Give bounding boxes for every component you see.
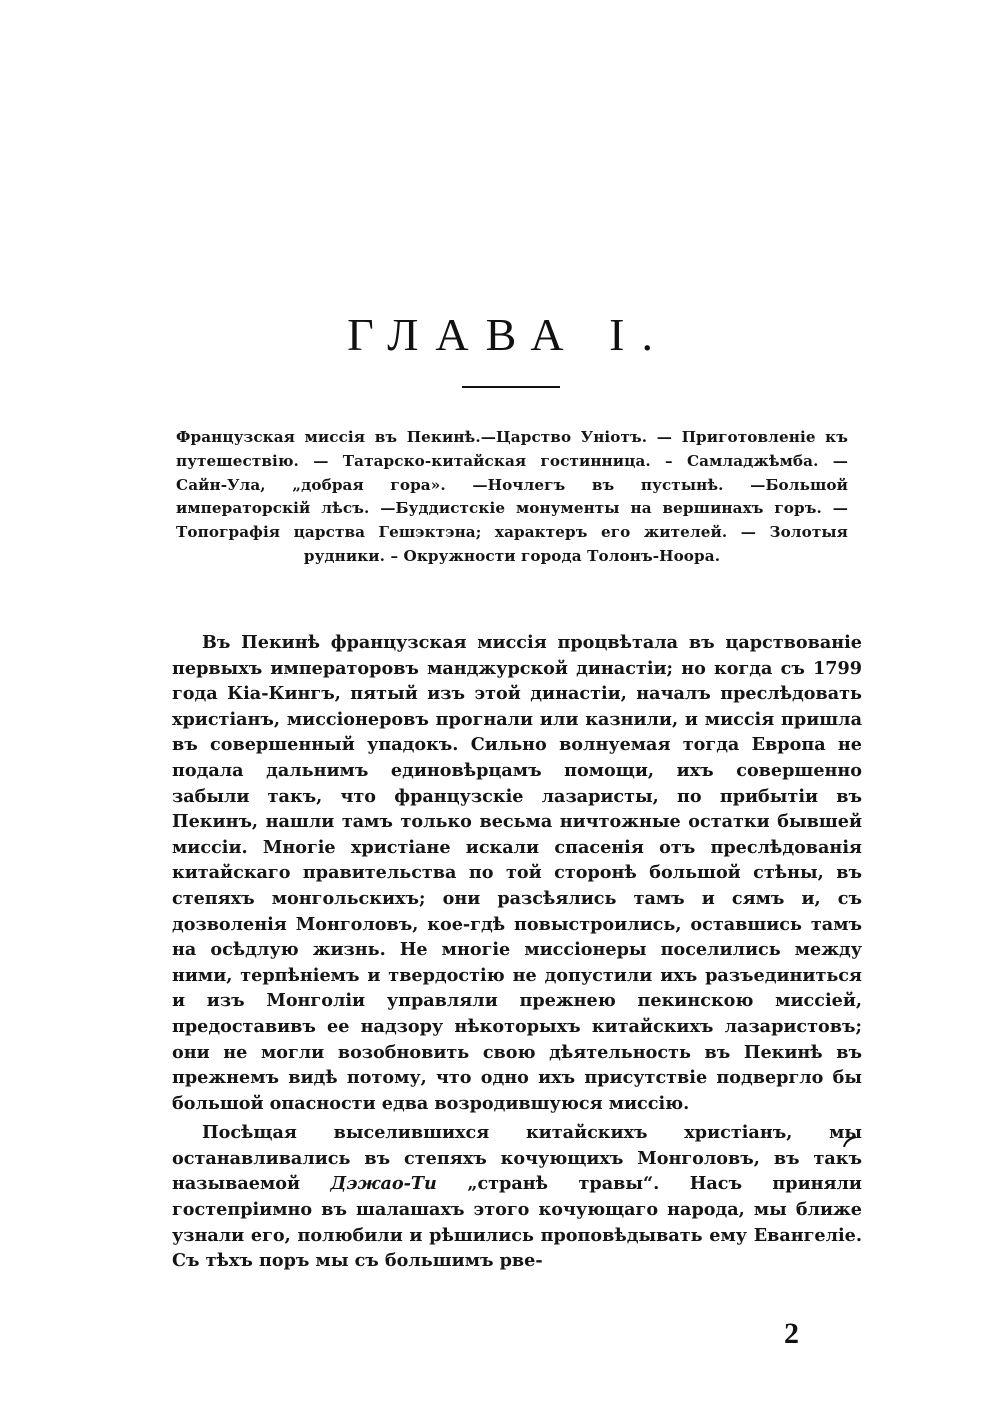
body-text <box>172 630 862 1278</box>
paragraph <box>172 1120 862 1274</box>
italic-term: Дэжао-Ти <box>330 1173 437 1195</box>
chapter-title: ГЛАВА I. <box>347 309 670 360</box>
handwritten-mark-icon <box>842 1136 858 1148</box>
title-rule <box>462 386 560 388</box>
chapter-summary: Французская миссія въ Пекинѣ.—Царство Уніотъ. — Приготовленіе къ путешествію. — Татарско-китайская гостинница. – Самладжѣмба. — Сайн-Ула, „добрая гора». —Ночлегъ въ пустынѣ. —Большой императорскій лѣсъ. —Буддистскіе монументы на вершинахъ горъ. — Топографія царства Гешэктэна; характеръ его жителей. — Золотыя рудники. – Окружности города Толонъ-Ноора. <box>176 428 848 565</box>
paragraph-text: Посѣщая выселившихся китайскихъ христіанъ, мы останавливались въ степяхъ кочующихъ Монголовъ, въ такъ называемой <box>172 1122 862 1195</box>
paragraph: Въ Пекинѣ французская миссія процвѣтала въ царствованіе первыхъ императоровъ манджурской династіи; но когда съ 1799 года Кіа-Кингъ, пятый изъ этой династіи, началъ преслѣдовать христіанъ, миссіонеровъ прогнали или казнили, и миссія пришла въ совершенный упадокъ. Сильно волнуемая тогда Европа не подала дальнимъ единовѣрцамъ помощи, ихъ совершенно забыли такъ, что французскіе лазаристы, по прибытіи въ Пекинъ, нашли тамъ только весьма ничтожные остатки бывшей миссіи. Многіе христіане искали спасенія отъ преслѣдованія китайскаго правительства по той сторонѣ большой стѣны, въ степяхъ монгольскихъ; они разсѣялись тамъ и сямъ и, съ дозволенія Монголовъ, кое-гдѣ повыстроились, оставшись тамъ на осѣдлую жизнь. Не многіе миссіонеры поселились между ними, терпѣніемъ и твердостію не допустили ихъ разъединиться и изъ Монголіи управляли прежнею пекинскою миссіей, предоставивъ ее надзору нѣкоторыхъ китайскихъ лазаристовъ; они не могли возобновить свою дѣятельность въ Пекинѣ въ прежнемъ видѣ потому, что одно ихъ присутствіе подвергло бы большой опасности едва возродившуюся миссію. <box>172 632 862 1114</box>
paragraph-text: „странѣ травы“. Насъ приняли гостепріимно въ шалашахъ этого кочующаго народа, мы ближе узнали его, полюбили и рѣшились проповѣдывать ему Евангеліе. Съ тѣхъ поръ мы съ большимъ рве- <box>172 1173 862 1272</box>
page-number: 2 <box>784 1317 799 1350</box>
